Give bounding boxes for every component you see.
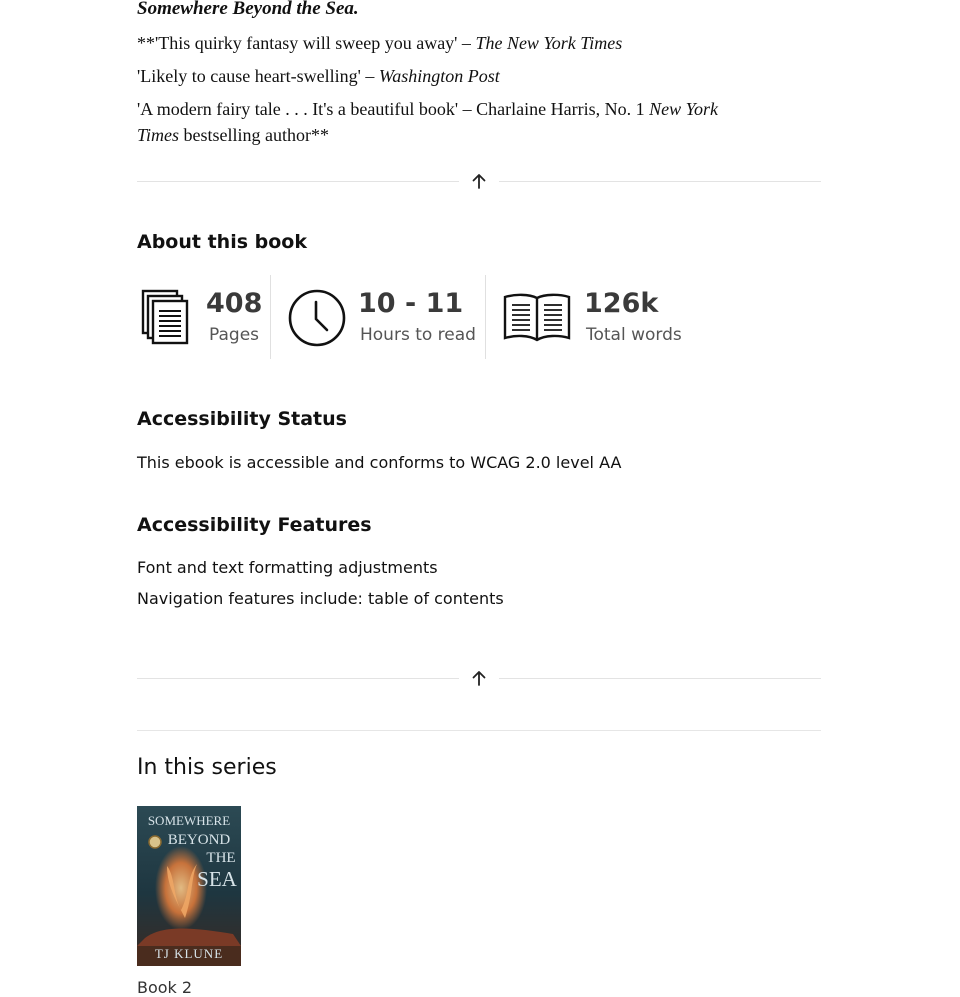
stat-label: Total words <box>586 325 682 345</box>
divider-line <box>137 678 459 679</box>
divider-line <box>499 181 821 182</box>
stat-separator <box>485 275 486 359</box>
review-quote-1 <box>137 30 622 56</box>
stat-word-count <box>503 275 693 359</box>
accessibility-status-title: Accessibility Status <box>137 408 347 430</box>
quote-source: New York <box>649 99 718 119</box>
quote-source: The New York Times <box>475 33 623 53</box>
about-section-title: About this book <box>137 231 307 253</box>
quote-text: bestselling author** <box>179 125 329 145</box>
review-quote-2 <box>137 63 500 89</box>
stat-value: 10 - 11 <box>358 288 464 319</box>
accessibility-feature-item: Navigation features include: table of contents <box>137 589 504 608</box>
quote-source: Washington Post <box>378 66 500 86</box>
section-divider <box>137 669 821 689</box>
divider-line <box>137 181 459 182</box>
quote-text: 'Likely to cause heart-swelling' – <box>137 66 379 86</box>
accessibility-features-title: Accessibility Features <box>137 514 372 536</box>
cover-author: TJ KLUNE <box>154 946 224 961</box>
series-separator <box>137 730 821 731</box>
back-to-top-arrow-icon[interactable] <box>469 668 489 688</box>
stat-label: Hours to read <box>360 325 476 345</box>
stat-reading-time <box>287 275 477 359</box>
review-quote-3-continued <box>137 122 329 148</box>
series-book-cover[interactable] <box>137 806 241 966</box>
back-to-top-arrow-icon[interactable] <box>469 171 489 191</box>
pages-icon <box>141 289 191 345</box>
description-title: Somewhere Beyond the Sea. <box>137 0 359 19</box>
stat-label: Pages <box>209 325 260 345</box>
book-stats <box>137 275 697 359</box>
stat-separator <box>270 275 271 359</box>
stat-pages <box>137 275 267 359</box>
quote-source: Times <box>137 125 180 145</box>
stat-value: 408 <box>206 288 263 319</box>
quote-text: **'This quirky fantasy will sweep you away' – <box>137 33 476 53</box>
series-section-title: In this series <box>137 755 277 780</box>
clock-icon <box>287 288 347 348</box>
stat-value: 126k <box>584 288 659 319</box>
open-book-icon <box>503 292 571 344</box>
accessibility-status-text: This ebook is accessible and conforms to WCAG 2.0 level AA <box>137 453 622 472</box>
section-divider <box>137 172 821 192</box>
cover-title-line: BEYOND <box>167 832 231 848</box>
cover-title-line: SEA <box>197 867 237 891</box>
review-quote-3 <box>137 96 718 122</box>
series-book-label[interactable]: Book 2 <box>137 978 193 997</box>
cover-title-line: SOMEWHERE <box>147 813 231 828</box>
quote-text: 'A modern fairy tale . . . It's a beautiful book' – Charlaine Harris, No. 1 <box>137 99 650 119</box>
divider-line <box>499 678 821 679</box>
accessibility-feature-item: Font and text formatting adjustments <box>137 558 438 577</box>
cover-title-line: THE <box>206 850 236 866</box>
